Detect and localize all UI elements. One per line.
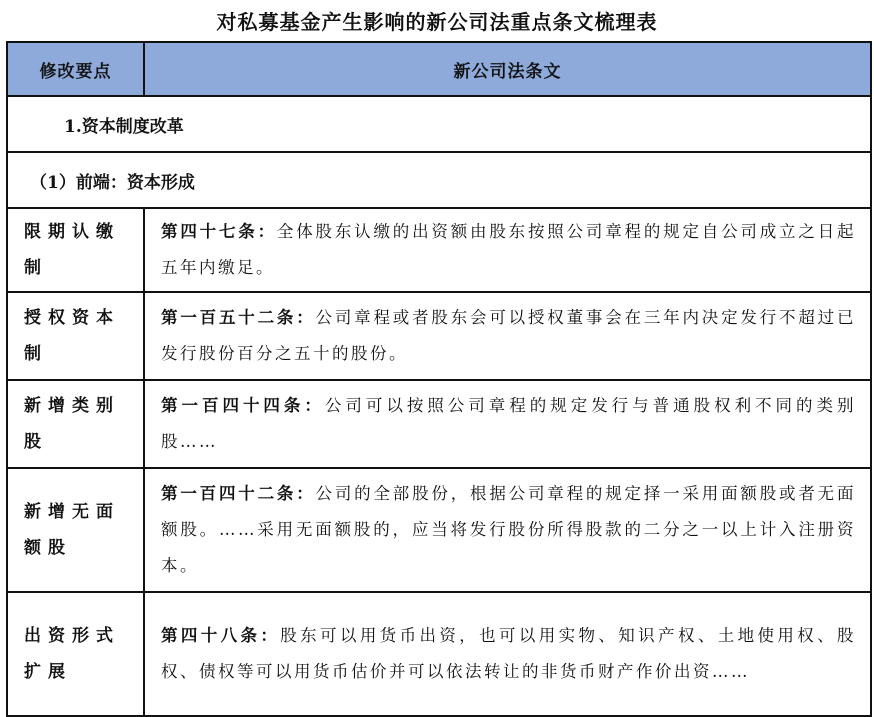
article-text <box>144 380 871 468</box>
article-number: 第四十八条： <box>161 626 281 645</box>
article-body: 公司可以按照公司章程的规定发行与普通股权利不同的类别股…… <box>161 396 857 451</box>
table-row <box>7 592 871 716</box>
article-number: 第一百四十四条： <box>161 396 325 415</box>
amendment-point: 新增类别股 <box>7 380 144 468</box>
article-text <box>144 208 871 292</box>
table-row <box>7 468 871 592</box>
amendment-point: 出资形式扩展 <box>7 592 144 716</box>
section-title: 1.资本制度改革 <box>7 96 871 152</box>
article-body: 公司的全部股份，根据公司章程的规定择一采用面额股或者无面额股。……采用无面额股的，应当将发行股份所得股款的二分之一以上计入注册资本。 <box>161 484 857 575</box>
article-number: 第四十七条： <box>161 222 277 241</box>
article-body: 公司章程或者股东会可以授权董事会在三年内决定发行不超过已发行股份百分之五十的股份。 <box>161 308 857 363</box>
article-number: 第一百四十二条： <box>161 484 316 503</box>
subsection-title: （1）前端：资本形成 <box>7 152 871 208</box>
subsection-row <box>7 152 871 208</box>
header-amendment-point: 修改要点 <box>7 42 144 96</box>
header-law-article: 新公司法条文 <box>144 42 871 96</box>
article-body: 股东可以用货币出资，也可以用实物、知识产权、土地使用权、股权、债权等可以用货币估价并可以依法转让的非货币财产作价出资…… <box>161 626 857 681</box>
law-articles-table <box>6 41 872 717</box>
amendment-point: 限期认缴制 <box>7 208 144 292</box>
section-row <box>7 96 871 152</box>
table-row <box>7 380 871 468</box>
article-text <box>144 592 871 716</box>
article-text <box>144 292 871 380</box>
article-text <box>144 468 871 592</box>
table-row <box>7 208 871 292</box>
article-body: 全体股东认缴的出资额由股东按照公司章程的规定自公司成立之日起五年内缴足。 <box>161 222 857 277</box>
article-number: 第一百五十二条： <box>161 308 316 327</box>
table-row <box>7 292 871 380</box>
amendment-point: 授权资本制 <box>7 292 144 380</box>
amendment-point: 新增无面额股 <box>7 468 144 592</box>
table-header-row <box>7 42 871 96</box>
document-title: 对私募基金产生影响的新公司法重点条文梳理表 <box>216 10 658 34</box>
